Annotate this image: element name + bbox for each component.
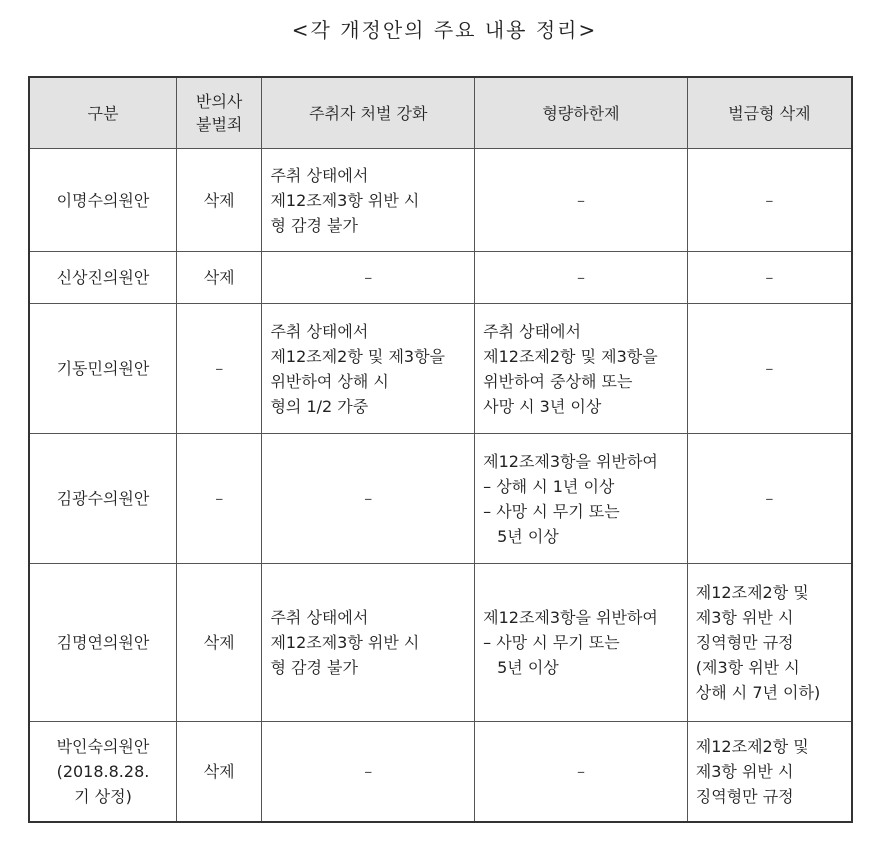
header-fine-deletion: 벌금형 삭제 <box>687 77 852 149</box>
header-category: 구분 <box>29 77 176 149</box>
table-row <box>29 564 852 722</box>
cell-minimum-sentence <box>475 304 688 434</box>
cell-non-prosecution <box>176 722 262 822</box>
cell-non-prosecution <box>176 564 262 722</box>
cell-text: 제12조제3항 위반 시 <box>270 190 420 210</box>
cell-text: 김광수의원안 <box>56 489 150 508</box>
cell-text: – <box>576 190 585 210</box>
amendment-summary-table <box>28 76 853 823</box>
cell-text: 삭제 <box>203 761 235 781</box>
cell-drunk-punishment <box>262 304 475 434</box>
cell-non-prosecution <box>176 304 262 434</box>
cell-text: 기동민의원안 <box>56 359 150 378</box>
cell-minimum-sentence <box>475 564 688 722</box>
cell-non-prosecution <box>176 434 262 564</box>
table-row <box>29 722 852 822</box>
table-row <box>29 304 852 434</box>
cell-text: 5년 이상 <box>497 526 559 546</box>
cell-text: 이명수의원안 <box>56 190 150 210</box>
cell-fine-deletion <box>687 252 852 304</box>
cell-text: 5년 이상 <box>497 658 559 677</box>
cell-text: 형 감경 불가 <box>270 658 358 677</box>
cell-text: – <box>215 359 224 378</box>
header-minimum-sentence: 형량하한제 <box>475 77 688 149</box>
cell-text: 제3항 위반 시 <box>695 761 794 781</box>
cell-minimum-sentence <box>475 149 688 252</box>
cell-text: 삭제 <box>203 633 235 652</box>
table-body <box>29 149 852 822</box>
cell-text: 위반하여 상해 시 <box>270 371 389 391</box>
cell-text: – <box>364 268 373 287</box>
table-row <box>29 149 852 252</box>
cell-proposal <box>29 434 176 564</box>
cell-drunk-punishment <box>262 722 475 822</box>
header-non-prosecution: 반의사 불벌죄 <box>176 77 262 149</box>
cell-text: 삭제 <box>203 190 235 210</box>
cell-non-prosecution <box>176 252 262 304</box>
cell-text: 제12조제3항 위반 시 <box>270 633 420 652</box>
cell-text: 제12조제3항을 위반하여 <box>483 451 658 471</box>
cell-text: 기 상정) <box>74 786 132 806</box>
cell-text: – 사망 시 무기 또는 <box>483 501 620 521</box>
cell-drunk-punishment <box>262 252 475 304</box>
cell-drunk-punishment <box>262 564 475 722</box>
cell-minimum-sentence <box>475 434 688 564</box>
cell-minimum-sentence <box>475 722 688 822</box>
cell-text: 형 감경 불가 <box>270 215 358 235</box>
cell-text: – 사망 시 무기 또는 <box>483 633 620 652</box>
cell-proposal <box>29 564 176 722</box>
cell-fine-deletion <box>687 722 852 822</box>
cell-text: 징역형만 규정 <box>695 786 794 806</box>
cell-text: 제12조제3항을 위반하여 <box>483 608 658 627</box>
cell-proposal <box>29 722 176 822</box>
cell-fine-deletion <box>687 434 852 564</box>
cell-text: 주취 상태에서 <box>270 165 369 185</box>
cell-text: – <box>765 489 774 508</box>
cell-drunk-punishment <box>262 149 475 252</box>
cell-drunk-punishment <box>262 434 475 564</box>
cell-text: 김명연의원안 <box>56 633 150 652</box>
cell-proposal <box>29 149 176 252</box>
page-title: <각 개정안의 주요 내용 정리> <box>291 18 598 42</box>
cell-text: – <box>765 268 774 287</box>
header-drunk-punishment: 주취자 처벌 강화 <box>262 77 475 149</box>
cell-text: 제12조제2항 및 제3항을 <box>270 346 445 366</box>
cell-text: 신상진의원안 <box>56 268 150 287</box>
cell-text: 주취 상태에서 <box>483 321 581 341</box>
cell-text: 제12조제2항 및 <box>695 583 809 602</box>
cell-minimum-sentence <box>475 252 688 304</box>
cell-non-prosecution <box>176 149 262 252</box>
cell-proposal <box>29 304 176 434</box>
cell-fine-deletion <box>687 564 852 722</box>
table-row <box>29 434 852 564</box>
cell-fine-deletion <box>687 304 852 434</box>
table-row <box>29 252 852 304</box>
cell-text: 삭제 <box>203 268 235 287</box>
cell-text: – <box>765 190 774 210</box>
cell-text: – <box>765 359 774 378</box>
cell-text: 징역형만 규정 <box>695 633 794 652</box>
cell-text: 형의 1/2 가중 <box>270 396 369 416</box>
cell-text: 주취 상태에서 <box>270 321 369 341</box>
cell-text: 제12조제2항 및 <box>695 736 809 756</box>
cell-text: – <box>215 489 224 508</box>
cell-text: 위반하여 중상해 또는 <box>483 371 633 391</box>
table-header-row <box>29 77 852 149</box>
cell-text: – <box>364 761 373 781</box>
cell-text: 제3항 위반 시 <box>695 608 794 627</box>
cell-fine-deletion <box>687 149 852 252</box>
cell-text: 상해 시 7년 이하) <box>695 683 821 702</box>
cell-text: (제3항 위반 시 <box>695 658 800 677</box>
cell-text: 사망 시 3년 이상 <box>483 396 602 416</box>
cell-text: 주취 상태에서 <box>270 608 369 627</box>
cell-text: – <box>576 268 585 287</box>
cell-text: 제12조제2항 및 제3항을 <box>483 346 658 366</box>
cell-text: – <box>364 489 373 508</box>
cell-proposal <box>29 252 176 304</box>
cell-text: – 상해 시 1년 이상 <box>483 476 615 496</box>
cell-text: – <box>576 761 585 781</box>
cell-text: 박인숙의원안 <box>56 736 150 756</box>
cell-text: (2018.8.28. <box>56 761 150 781</box>
